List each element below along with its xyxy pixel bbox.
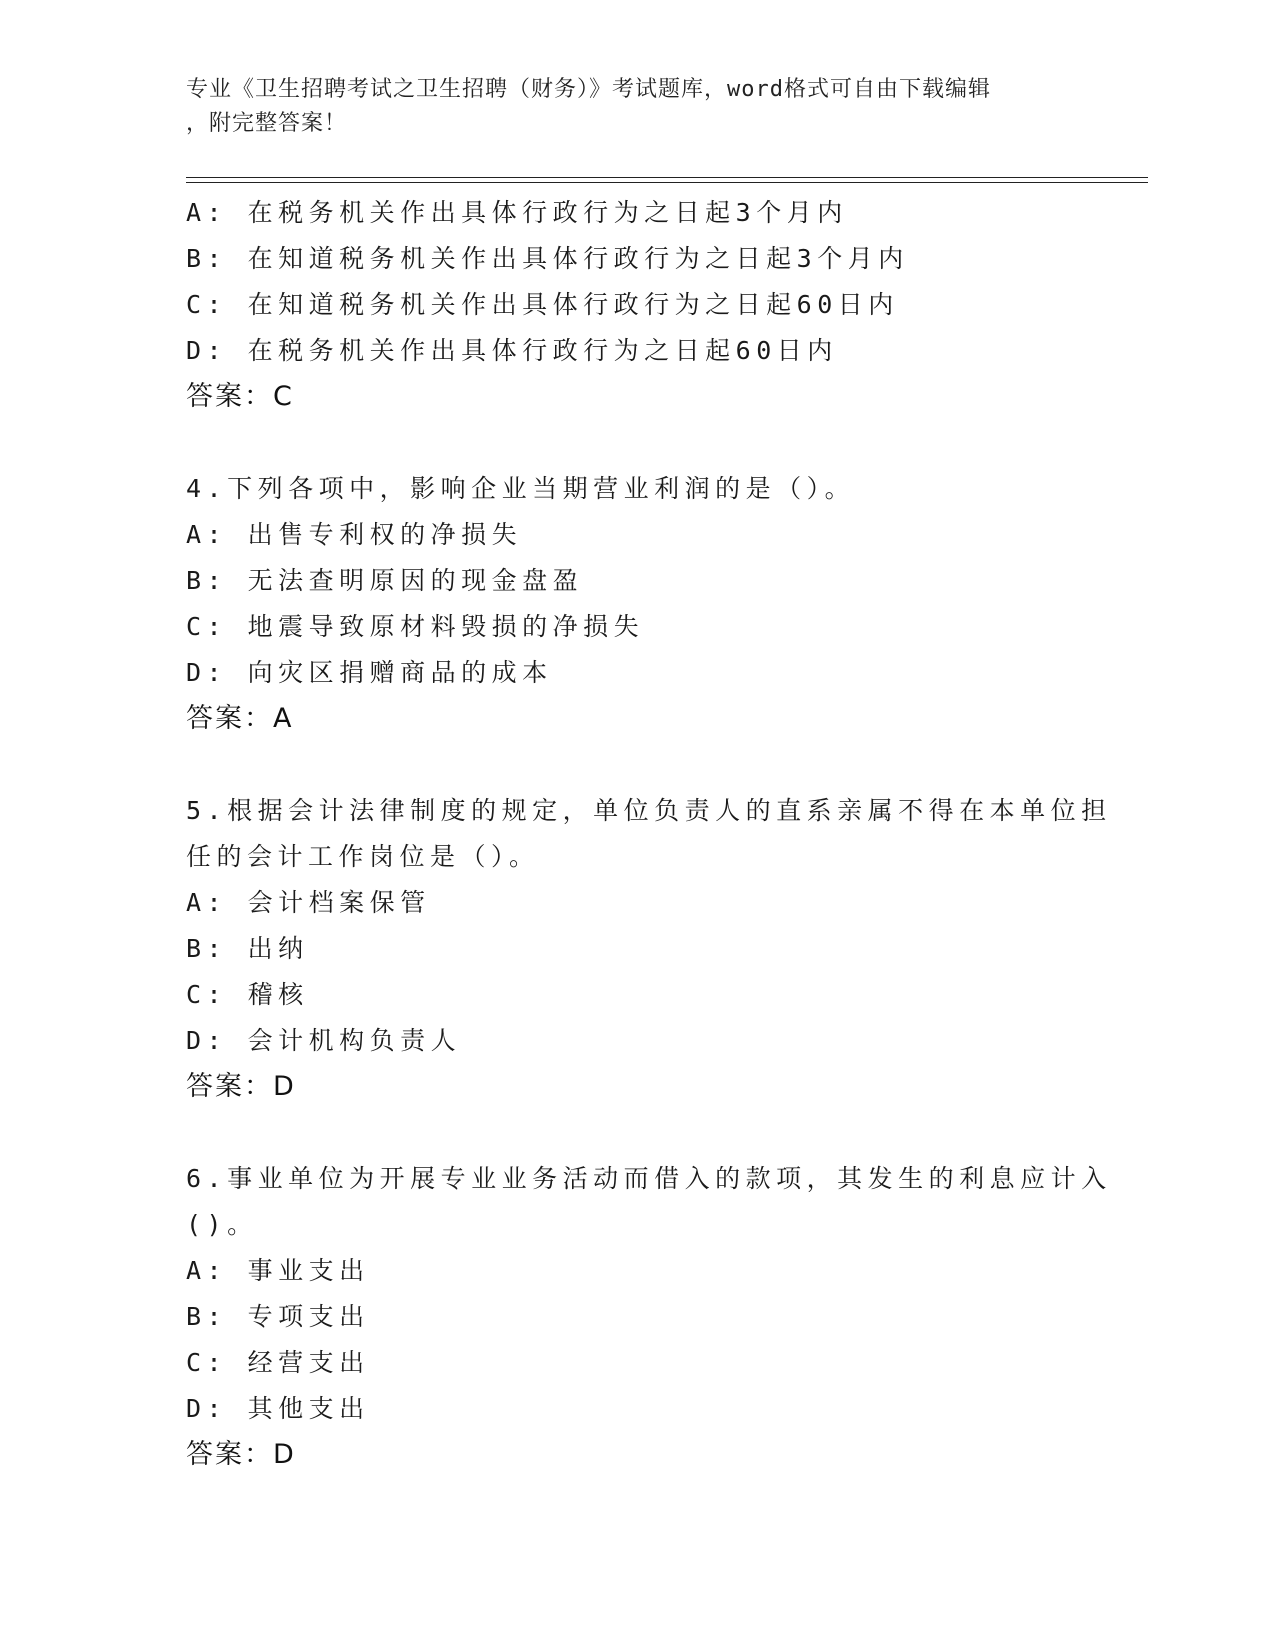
option-d: D: 其他支出 — [186, 1394, 370, 1423]
option-b: B: 在知道税务机关作出具体行政行为之日起3个月内 — [186, 244, 909, 273]
question-4 — [186, 466, 1116, 742]
question-text-line-1: 5.根据会计法律制度的规定，单位负责人的直系亲属不得在本单位担 — [186, 796, 1112, 825]
option-d: D: 在税务机关作出具体行政行为之日起60日内 — [186, 336, 838, 365]
header-divider-bottom — [186, 182, 1148, 183]
header-line-1: 专业《卫生招聘考试之卫生招聘（财务）》考试题库，word格式可自由下载编辑 — [186, 77, 991, 102]
question-text-line-2: 任的会计工作岗位是（）。 — [186, 842, 540, 871]
header-line-2: ，附完整答案！ — [186, 111, 348, 136]
spacer — [186, 742, 1116, 788]
option-a: A: 出售专利权的净损失 — [186, 520, 523, 549]
question-list — [186, 190, 1116, 1478]
option-b: B: 无法查明原因的现金盘盈 — [186, 566, 584, 595]
option-a: A: 会计档案保管 — [186, 888, 431, 917]
spacer — [186, 1110, 1116, 1156]
option-a: A: 事业支出 — [186, 1256, 370, 1285]
question-text: 4.下列各项中，影响企业当期营业利润的是（）。 — [186, 474, 856, 503]
answer-label: 答案：A — [186, 703, 294, 734]
option-d: D: 会计机构负责人 — [186, 1026, 462, 1055]
option-b: B: 出纳 — [186, 934, 309, 963]
document-header — [186, 73, 1086, 141]
question-text-line-2: ()。 — [186, 1210, 258, 1239]
option-a: A: 在税务机关作出具体行政行为之日起3个月内 — [186, 198, 848, 227]
question-5 — [186, 788, 1116, 1110]
spacer — [186, 420, 1116, 466]
answer-label: 答案：D — [186, 1071, 296, 1102]
header-divider-top — [186, 177, 1148, 178]
answer-label: 答案：D — [186, 1439, 296, 1470]
option-c: C: 经营支出 — [186, 1348, 370, 1377]
question-3 — [186, 190, 1116, 420]
question-6 — [186, 1156, 1116, 1478]
answer-label: 答案：C — [186, 381, 294, 412]
question-text-line-1: 6.事业单位为开展专业业务活动而借入的款项，其发生的利息应计入 — [186, 1164, 1112, 1193]
option-c: C: 在知道税务机关作出具体行政行为之日起60日内 — [186, 290, 899, 319]
option-d: D: 向灾区捐赠商品的成本 — [186, 658, 553, 687]
option-c: C: 地震导致原材料毁损的净损失 — [186, 612, 645, 641]
option-c: C: 稽核 — [186, 980, 309, 1009]
option-b: B: 专项支出 — [186, 1302, 370, 1331]
